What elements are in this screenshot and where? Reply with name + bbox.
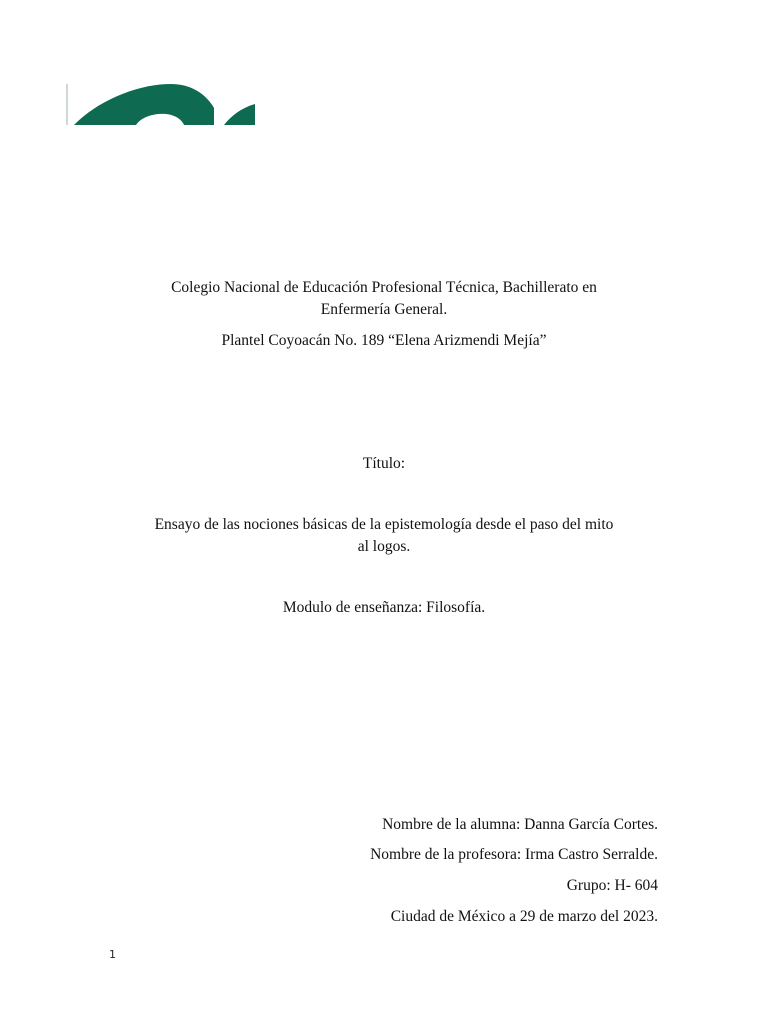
institution-logo-icon (66, 84, 255, 125)
essay-title-line2: al logos. (357, 538, 411, 555)
module-name: Modulo de enseñanza: Filosofía. (282, 599, 486, 616)
institution-name-line2: Enfermería General. (320, 301, 448, 318)
logo-graphic (66, 84, 255, 125)
group-label: Grupo: H- 604 (566, 877, 658, 894)
institution-name-line1: Colegio Nacional de Educación Profesional Técnica, Bachillerato en (171, 279, 597, 296)
place-date: Ciudad de México a 29 de marzo del 2023. (390, 908, 658, 925)
campus-name: Plantel Coyoacán No. 189 “Elena Arizmendi Mejía” (221, 332, 547, 349)
student-name: Nombre de la alumna: Danna García Cortes. (382, 816, 658, 833)
title-label: Título: (362, 455, 406, 472)
teacher-name: Nombre de la profesora: Irma Castro Serralde. (370, 846, 658, 863)
page-number: 1 (109, 948, 116, 961)
essay-title-line1: Ensayo de las nociones básicas de la epistemología desde el paso del mito (154, 516, 614, 533)
